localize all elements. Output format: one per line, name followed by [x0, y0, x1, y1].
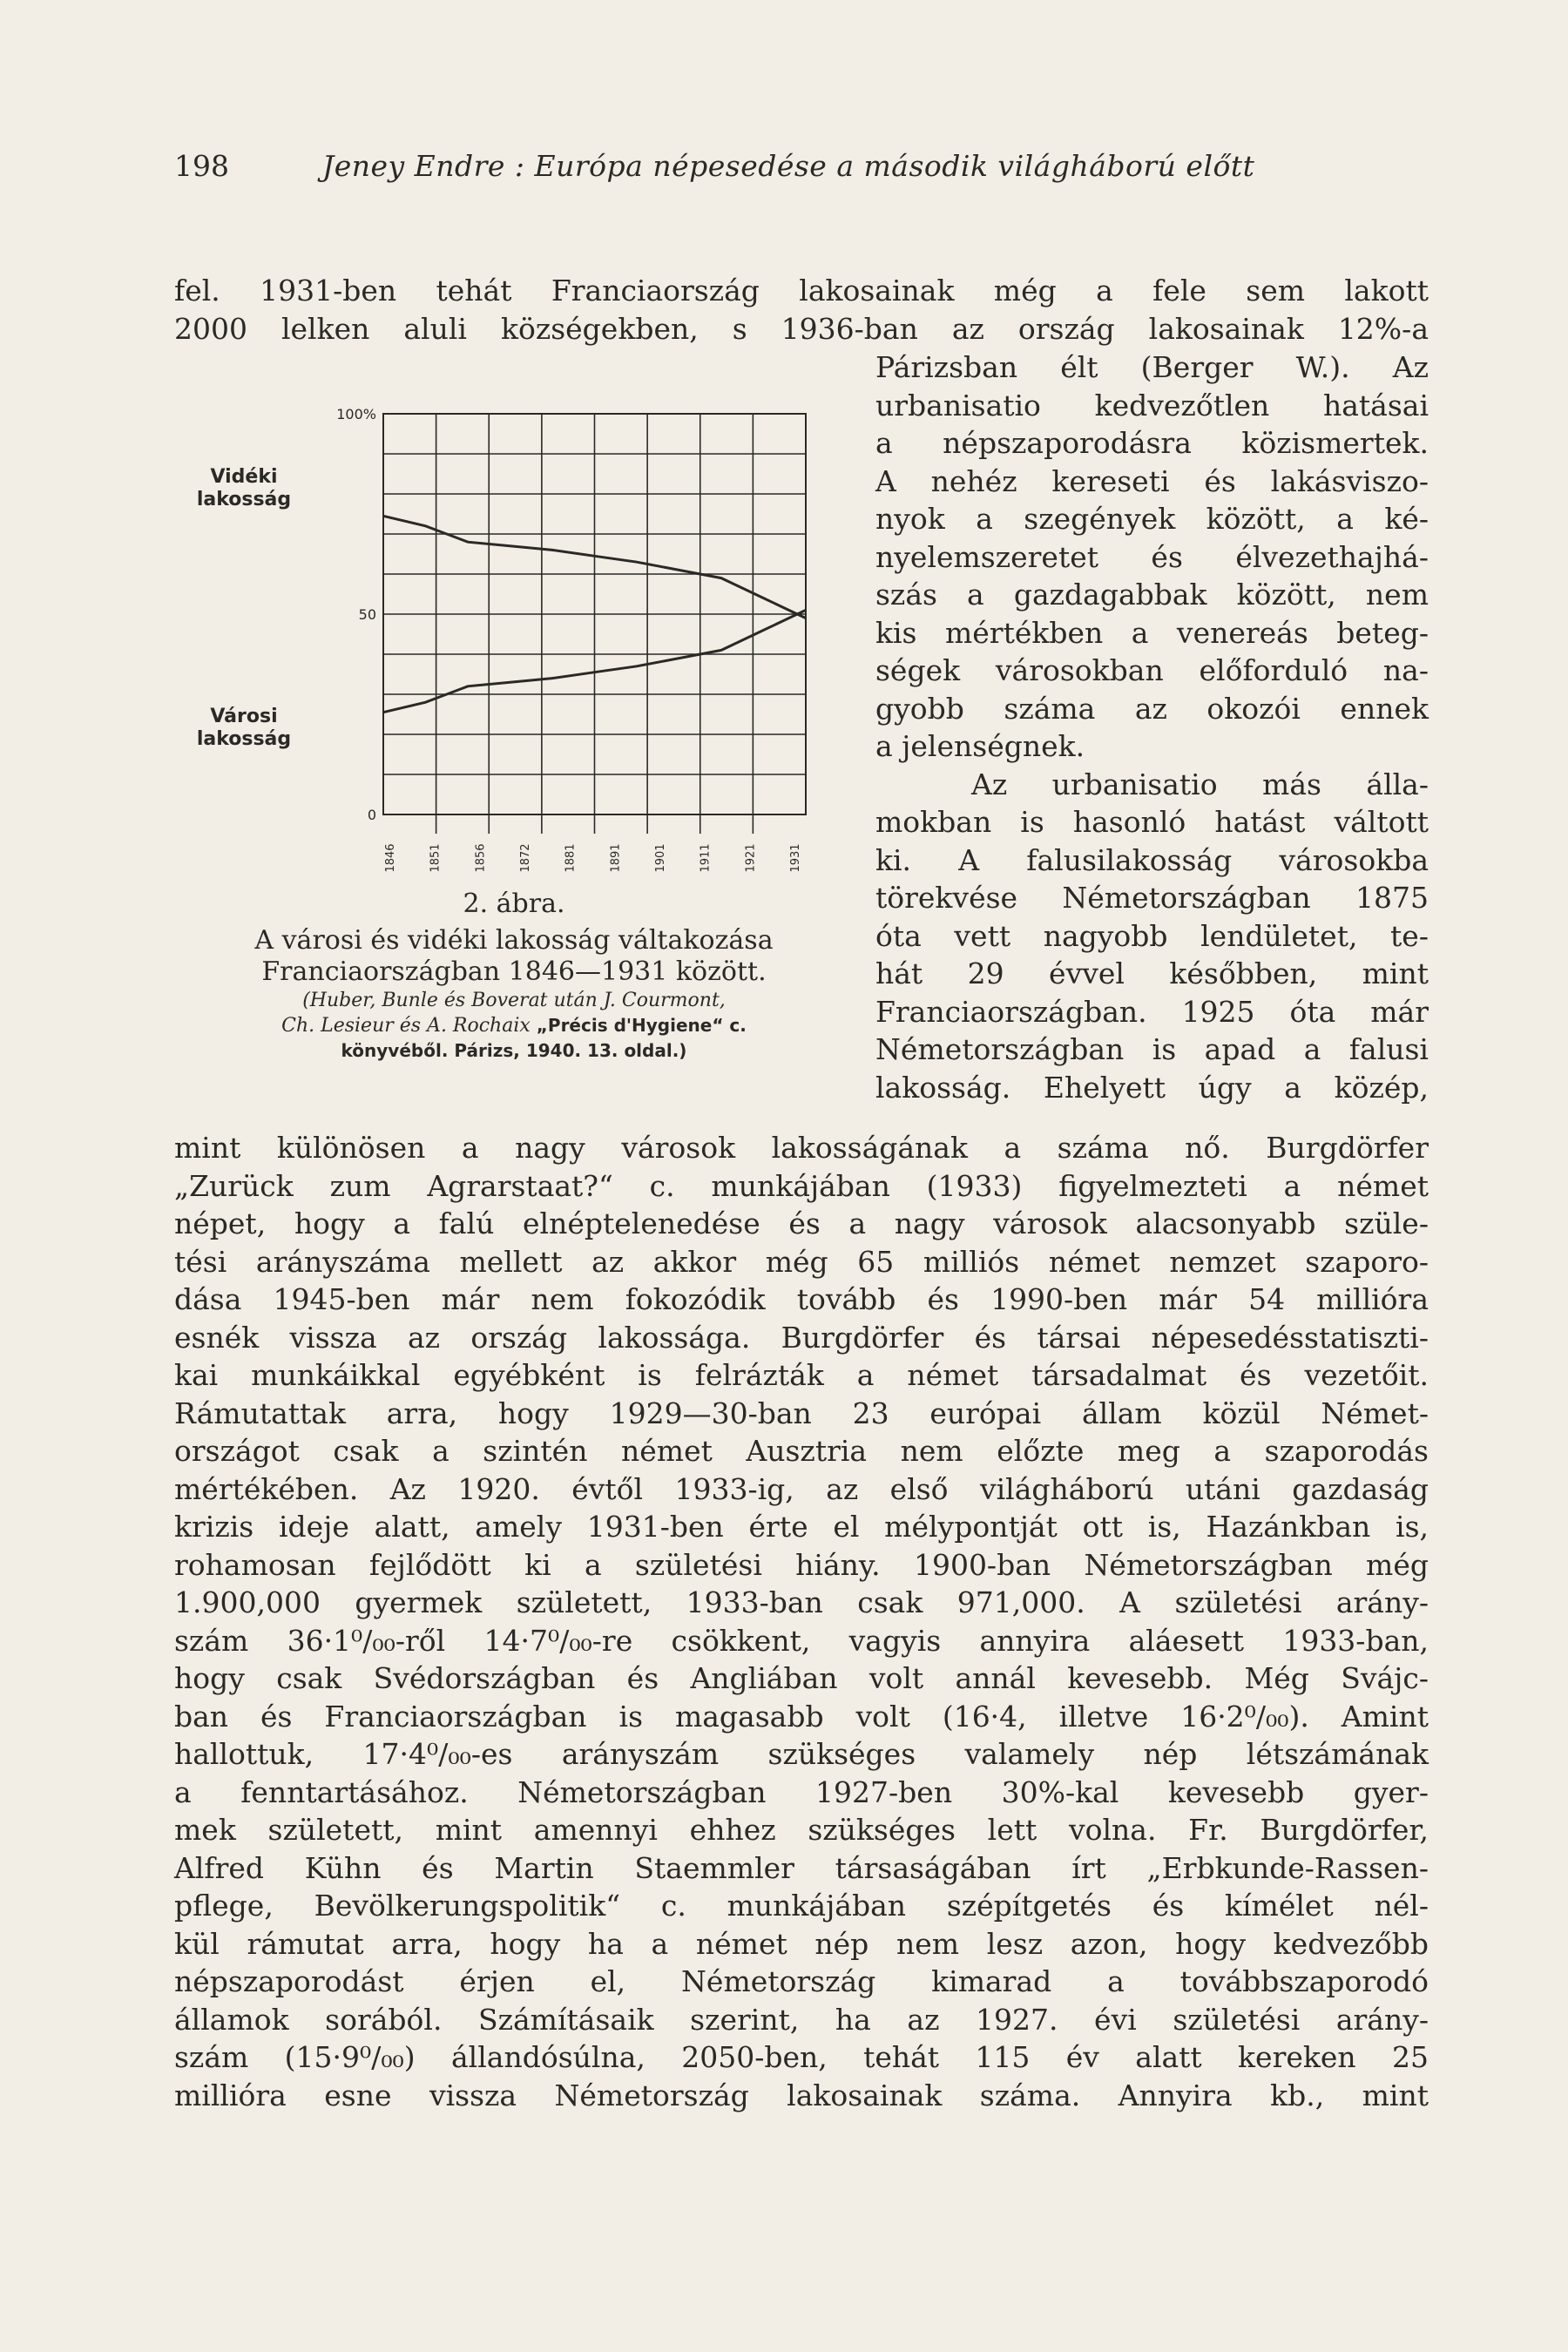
text-line: ségek városokban előforduló na- [875, 653, 1429, 687]
text-line: népet, hogy a falú elnéptelenedése és a nagy városok alacsonyabb szüle- [174, 1206, 1429, 1240]
source-authors: Ch. Lesieur és A. Rochaix [281, 1015, 531, 1037]
x-tick-label: 1891 [609, 843, 623, 873]
caption-line: A városi és vidéki lakosság váltakozása [254, 925, 774, 956]
text-line: pflege, Bevölkerungspolitik“ c. munkájában szépítgetés és kímélet nél- [174, 1889, 1429, 1923]
source-line [174, 1013, 854, 1038]
text-line: nyelemszeretet és élvezethajhá- [875, 539, 1429, 574]
x-tick-label: 1901 [654, 843, 667, 873]
text-line: ban és Franciaországban is magasabb volt (16·4, illetve 16·2⁰/₀₀). Amint [174, 1699, 1429, 1734]
text-line: „Zurück zum Agrarstaat?“ c. munkájában (1933) figyelmezteti a német [174, 1168, 1429, 1203]
text-line: szám 36·1⁰/₀₀-ről 14·7⁰/₀₀-re csökkent, vagyis annyira aláesett 1933-ban, [174, 1623, 1429, 1658]
text-line: mokban is hasonló hatást váltott [875, 805, 1429, 839]
text-line: krizis ideje alatt, amely 1931-ben érte el mélypontját ott is, Hazánkban is, [174, 1510, 1429, 1544]
y-tick-label: 50 [358, 606, 376, 623]
text-line: hogy csak Svédországban és Angliában volt annál kevesebb. Még Svájc- [174, 1661, 1429, 1695]
text-line: Németországban is apad a falusi [875, 1032, 1429, 1066]
population-chart [170, 396, 832, 893]
figure-caption [174, 925, 854, 988]
text-line: törekvése Németországban 1875 [875, 881, 1429, 915]
x-tick-label: 1856 [474, 843, 488, 873]
y-label-urban: Városi lakosság [196, 706, 292, 750]
text-line: népszaporodást érjen el, Németország kimarad a továbbszaporodó [174, 1964, 1429, 1998]
text-line: Rámutattak arra, hogy 1929—30-ban 23 európai állam közül Német- [174, 1396, 1429, 1430]
x-tick-label: 1881 [564, 843, 578, 873]
source-title: „Précis d'Hygiene“ c. [530, 1015, 747, 1036]
text-line: kis mértékben a venereás beteg- [875, 615, 1429, 650]
page-number: 198 [174, 149, 229, 183]
text-line: gyobb száma az okozói ennek [875, 691, 1429, 726]
text-line: dása 1945-ben már nem fokozódik tovább és 1990-ben már 54 millióra [174, 1282, 1429, 1316]
text-line: 2000 lelken aluli községekben, s 1936-ban az ország lakosainak 12%-a [174, 311, 1429, 346]
text-line: tési arányszáma mellett az akkor még 65 milliós német nemzet szaporo- [174, 1244, 1429, 1279]
text-line: a fenntartásához. Németországban 1927-ben 30%-kal kevesebb gyer- [174, 1774, 1429, 1809]
text-line: millióra esne vissza Németország lakosainak száma. Annyira kb., mint [174, 2078, 1429, 2112]
x-tick-label: 1872 [519, 843, 532, 873]
y-tick-label: 0 [367, 807, 376, 823]
x-tick-label: 1911 [699, 843, 713, 873]
y-tick-label: 100% [336, 406, 376, 422]
text-line: mek született, mint amennyi ehhez szükséges lett volna. Fr. Burgdörfer, [174, 1813, 1429, 1847]
chart-plot [170, 396, 832, 893]
text-line: A nehéz kereseti és lakásviszo- [875, 463, 1429, 498]
x-tick-label: 1931 [789, 843, 802, 873]
text-line: kai munkáikkal egyébként is felrázták a német társadalmat és vezetőit. [174, 1358, 1429, 1392]
caption-line: Franciaországban 1846—1931 között. [261, 956, 767, 987]
source-line: könyvéből. Párizs, 1940. 13. oldal.) [341, 1040, 687, 1061]
text-line: rohamosan fejlődött ki a születési hiány. 1900-ban Németországban még [174, 1547, 1429, 1582]
running-header [174, 146, 1307, 186]
text-line: szám (15·9⁰/₀₀) állandósúlna, 2050-ben, tehát 115 év alatt kereken 25 [174, 2040, 1429, 2074]
text-line: 1.900,000 gyermek született, 1933-ban csak 971,000. A születési arány- [174, 1585, 1429, 1619]
running-title: Jeney Endre : Európa népesedése a második világháború előtt [322, 149, 1255, 183]
y-label-rural: Vidéki lakosság [196, 466, 292, 510]
text-line: Az urbanisatio más álla- [971, 767, 1429, 801]
text-line: a népszaporodásra közismertek. [875, 426, 1429, 460]
text-line: kül rámutat arra, hogy ha a német nép nem lesz azon, hogy kedvezőbb [174, 1926, 1429, 1961]
text-line: Franciaországban. 1925 óta már [875, 994, 1429, 1029]
text-line: lakosság. Ehelyett úgy a közép, [875, 1070, 1429, 1105]
text-line: szás a gazdagabbak között, nem [875, 578, 1429, 612]
x-tick-label: 1921 [744, 843, 758, 873]
text-line: nyok a szegények között, a ké- [875, 502, 1429, 536]
text-line: hallottuk, 17·4⁰/₀₀-es arányszám szükséges valamely nép létszámának [174, 1737, 1429, 1771]
text-line: mértékében. Az 1920. évtől 1933-ig, az első világháború utáni gazdaság [174, 1471, 1429, 1506]
paragraph-bottom [174, 1129, 1429, 2114]
text-line: ki. A falusilakosság városokba [875, 842, 1429, 877]
text-line: esnék vissza az ország lakossága. Burgdörfer és társai népesedésstatiszti- [174, 1320, 1429, 1355]
text-line: urbanisatio kedvezőtlen hatásai [875, 388, 1429, 422]
figure-source [174, 989, 854, 1063]
x-tick-label: 1846 [384, 843, 397, 873]
source-line: (Huber, Bunle és Boverat után J. Courmont, [302, 990, 726, 1011]
text-line: Párizsban élt (Berger W.). Az [875, 350, 1429, 384]
text-line: államok sorából. Számításaik szerint, ha az 1927. évi születési arány- [174, 2002, 1429, 2037]
text-line: Alfred Kühn és Martin Staemmler társaságában írt „Erbkunde-Rassen- [174, 1850, 1429, 1885]
x-tick-label: 1851 [429, 843, 443, 873]
figure-number: 2. ábra. [463, 889, 565, 919]
text-line: mint különösen a nagy városok lakosságának a száma nő. Burgdörfer [174, 1131, 1429, 1165]
text-line: országot csak a szintén német Ausztria nem előzte meg a szaporodás [174, 1434, 1429, 1468]
text-line: óta vett nagyobb lendületet, te- [875, 918, 1429, 953]
text-line: hát 29 évvel későbben, mint [875, 956, 1429, 990]
paragraph-top [174, 272, 1429, 348]
paragraph-right [875, 348, 1429, 1106]
text-line: a jelenségnek. [875, 729, 1085, 763]
text-line: fel. 1931-ben tehát Franciaország lakosainak még a fele sem lakott [174, 274, 1429, 308]
